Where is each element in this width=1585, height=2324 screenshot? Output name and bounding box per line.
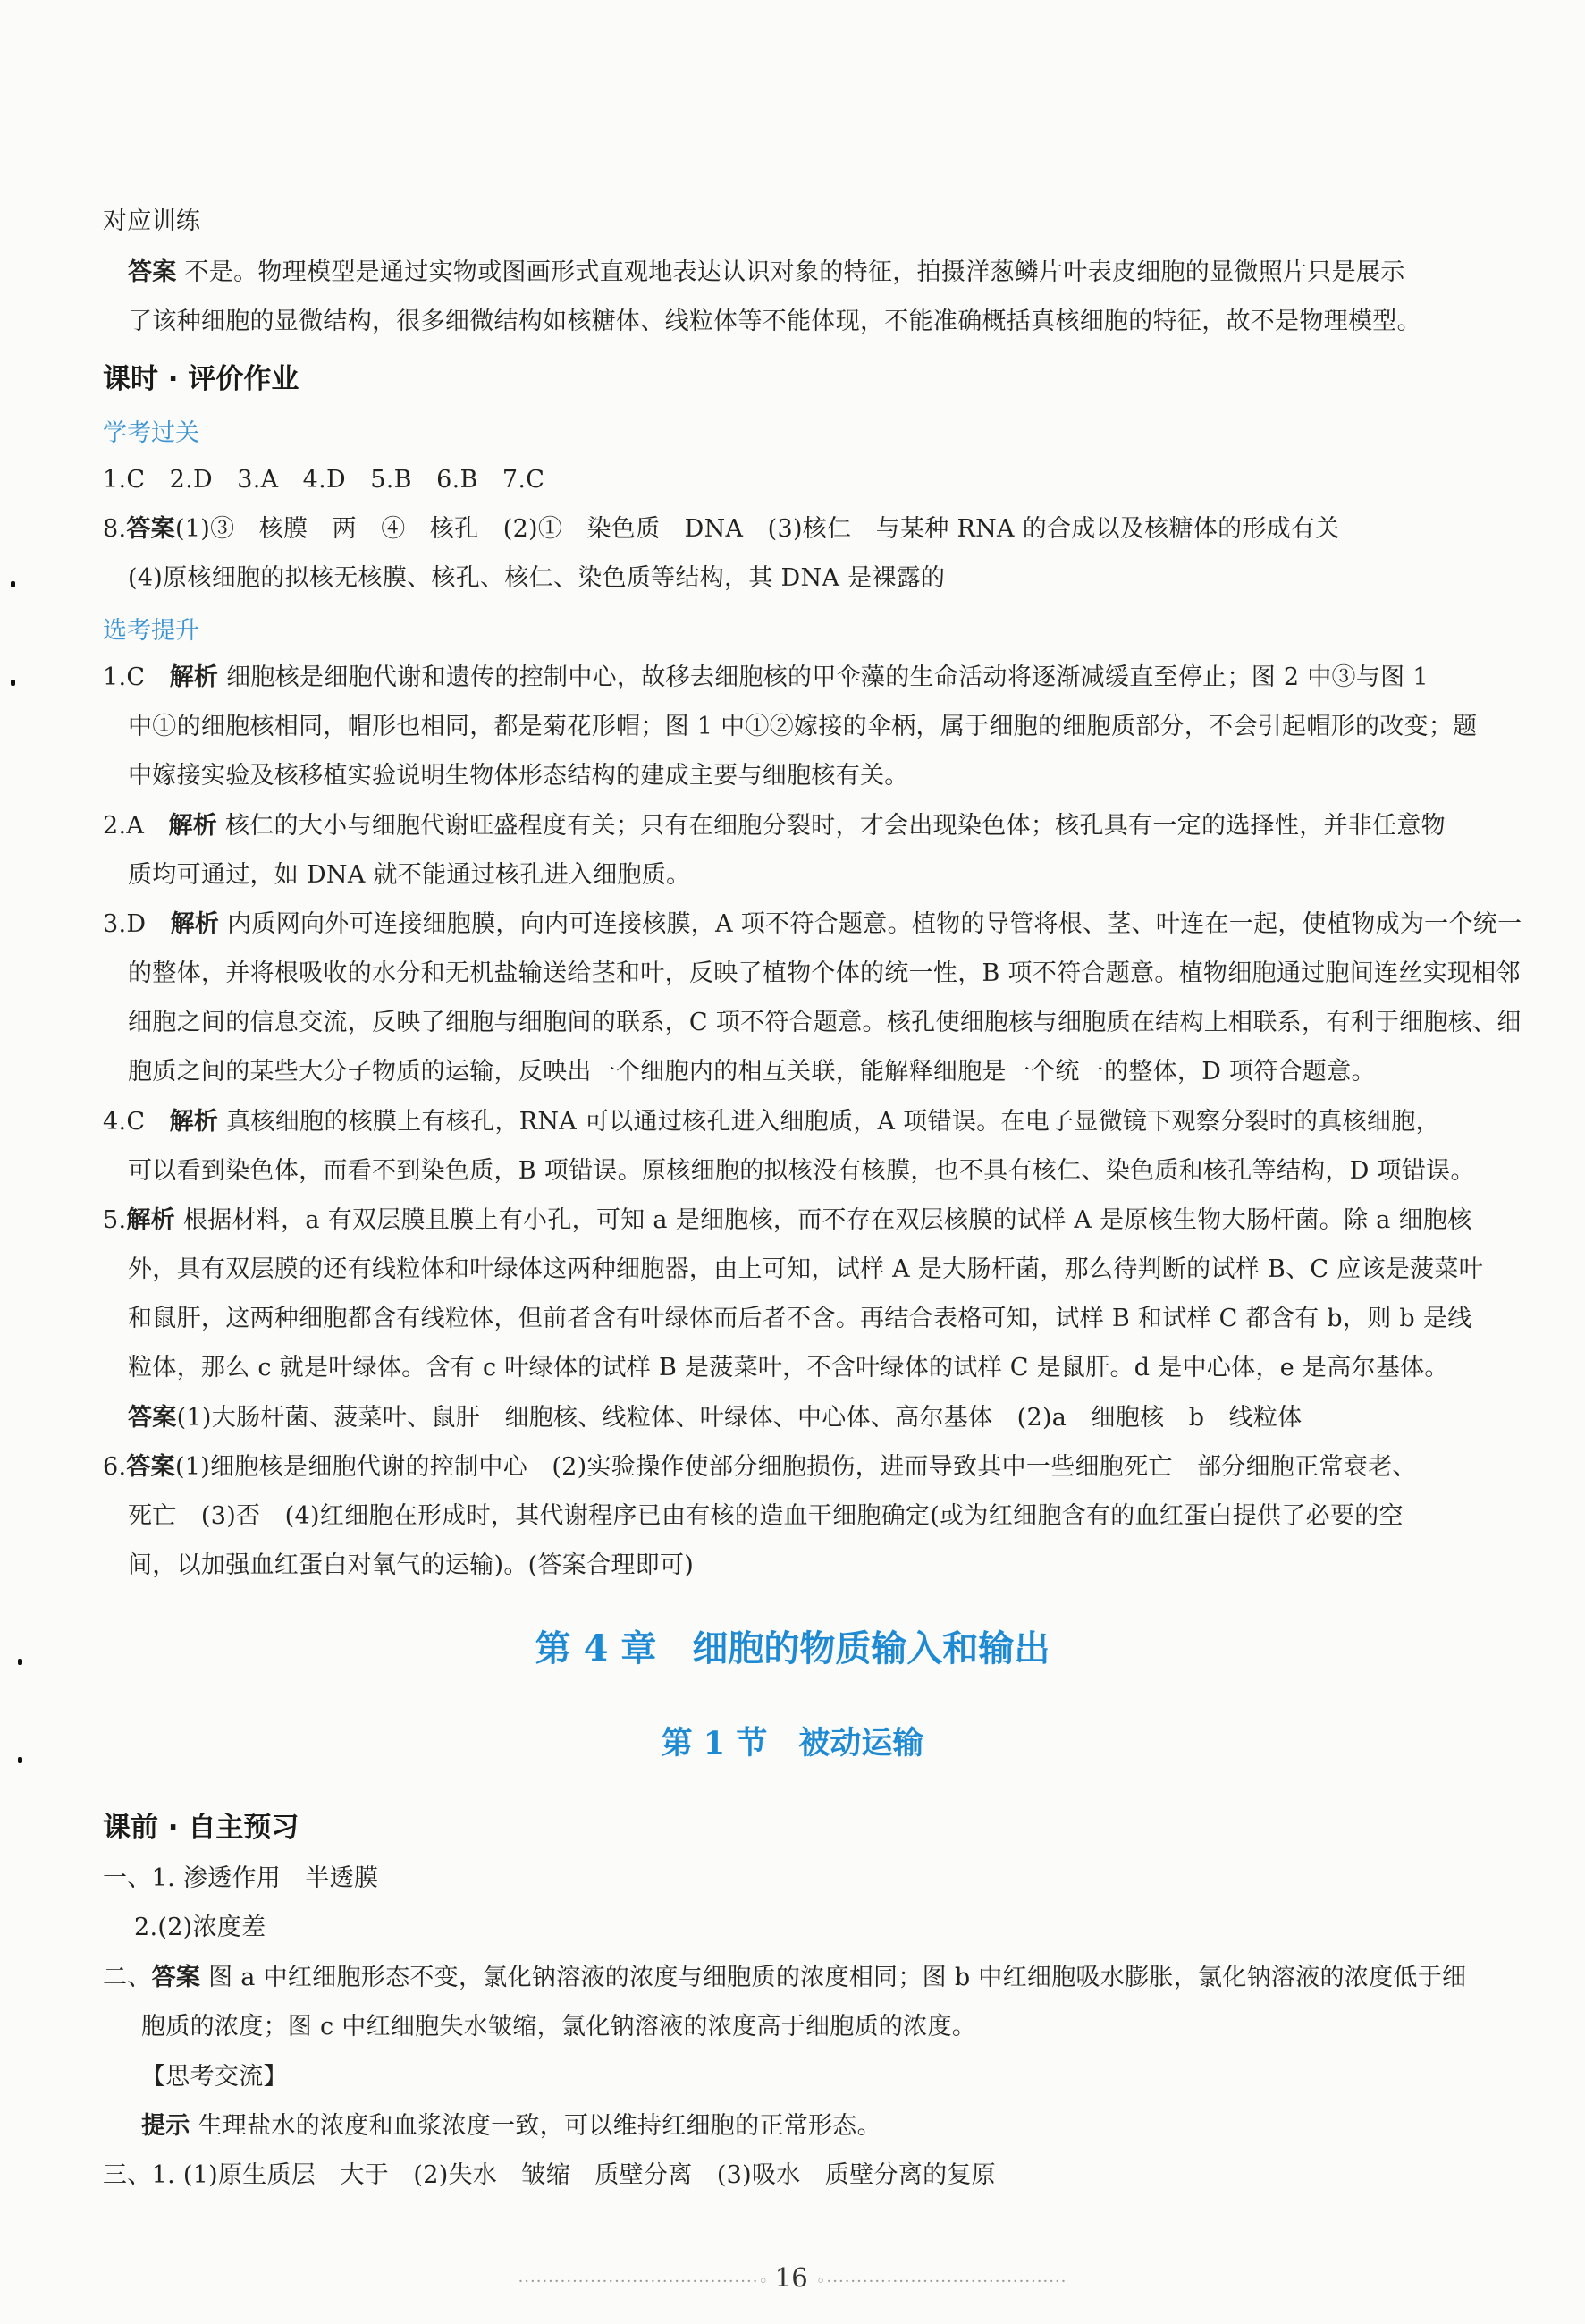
q6-number: 6.	[103, 1453, 127, 1481]
q2-text: 核仁的大小与细胞代谢旺盛程度有关；只有在细胞分裂时，才会出现染色体；核孔具有一定的选择性，并非任意物	[217, 812, 1446, 840]
q2-head: 2.A	[103, 812, 169, 840]
xuankao-q1-line-3: 中嫁接实验及核移植实验说明生物体形态结构的建成主要与细胞核有关。	[128, 762, 909, 790]
xuankao-q1-line-1	[103, 660, 1429, 696]
q5-answer-text: (1)大肠杆菌、菠菜叶、鼠肝 细胞核、线粒体、叶绿体、中心体、高尔基体 (2)a 细胞核 b 线粒体	[176, 1404, 1303, 1432]
duiying-answer-line-1	[128, 255, 1405, 291]
xuankao-q2-line-1	[103, 808, 1446, 844]
answer-label: 答案	[151, 1964, 201, 1991]
analysis-label: 解析	[168, 812, 218, 840]
xuankao-q1-line-2: 中①的细胞核相同，帽形也相同，都是菊花形帽；图 1 中①②嫁接的伞柄，属于细胞的细胞质部分，不会引起帽形的改变；题	[128, 713, 1478, 740]
keshi-heading: 课时 · 评价作业	[103, 363, 299, 395]
xuankao-heading: 选考提升	[103, 617, 199, 645]
analysis-label: 解析	[169, 1108, 219, 1136]
item-2-head: 二、	[103, 1964, 152, 1991]
xuankao-q5-answer	[128, 1400, 1302, 1436]
duiying-answer-line-2: 了该种细胞的显微结构，很多细微结构如核糖体、线粒体等不能体现，不能准确概括真核细胞的特征，故不是物理模型。	[128, 308, 1421, 335]
section-title: 第 1 节 被动运输	[661, 1725, 924, 1762]
xuekao-q8-line-1	[103, 511, 1340, 547]
kqian-heading: 课前 · 自主预习	[103, 1812, 299, 1844]
duiying-heading: 对应训练	[103, 207, 201, 235]
answer-text: 不是。物理模型是通过实物或图画形式直观地表达认识对象的特征，拍摄洋葱鳞片叶表皮细胞的显微照片只是展示	[176, 258, 1405, 286]
kqian-item-1-2: 2.(2)浓度差	[134, 1914, 266, 1941]
xuankao-q5-line-4: 粒体，那么 c 就是叶绿体。含有 c 叶绿体的试样 B 是菠菜叶，不含叶绿体的试样 C 是鼠肝。d 是中心体，e 是高尔基体。	[128, 1354, 1449, 1382]
footer-ornament-right: ◦········································	[815, 2272, 1067, 2291]
xuankao-q4-line-2: 可以看到染色体，而看不到染色质，B 项错误。原核细胞的拟核没有核膜，也不具有核仁、染色质和核孔等结构，D 项错误。	[128, 1157, 1475, 1185]
q6-text: (1)细胞核是细胞代谢的控制中心 (2)实验操作使部分细胞损伤，进而导致其中一些细胞死亡 部分细胞正常衰老、	[174, 1453, 1417, 1481]
q8-text: (1)③ 核膜 两 ④ 核孔 (2)① 染色质 DNA (3)核仁 与某种 RNA 的合成以及核糖体的形成有关	[174, 515, 1340, 543]
footer-ornament-left: ········································◦	[518, 2272, 775, 2291]
xuekao-heading: 学考过关	[103, 419, 199, 447]
xuankao-q3-line-1	[103, 907, 1522, 942]
margin-mark	[11, 680, 15, 686]
xuankao-q5-line-2: 外，具有双层膜的还有线粒体和叶绿体这两种细胞器，由上可知，试样 A 是大肠杆菌，那么待判断的试样 B、C 应该是菠菜叶	[128, 1255, 1484, 1283]
kqian-item-2-line-1	[103, 1960, 1466, 1996]
xuankao-q2-line-2: 质均可通过，如 DNA 就不能通过核孔进入细胞质。	[128, 861, 691, 889]
xuankao-q6-line-2: 死亡 (3)否 (4)红细胞在形成时，其代谢程序已由有核的造血干细胞确定(或为红细胞含有的血红蛋白提供了必要的空	[128, 1502, 1404, 1530]
q4-head: 4.C	[103, 1108, 170, 1136]
xuankao-q6-line-1	[103, 1449, 1417, 1485]
xuankao-q4-line-1	[103, 1104, 1440, 1140]
kqian-item-3: 三、1. (1)原生质层 大于 (2)失水 皱缩 质壁分离 (3)吸水 质壁分离的复原	[103, 2161, 996, 2189]
q3-head: 3.D	[103, 910, 171, 938]
q8-number: 8.	[103, 515, 127, 543]
xuekao-q8-line-2: (4)原核细胞的拟核无核膜、核孔、核仁、染色质等结构，其 DNA 是裸露的	[128, 564, 946, 592]
analysis-label: 解析	[170, 910, 220, 938]
q5-text: 根据材料，a 有双层膜且膜上有小孔，可知 a 是细胞核，而不存在双层核膜的试样 A 是原核生物大肠杆菌。除 a 细胞核	[174, 1206, 1472, 1234]
kqian-item-1: 一、1. 渗透作用 半透膜	[103, 1864, 379, 1892]
q1-head: 1.C	[103, 663, 170, 691]
q5-head: 5.	[103, 1206, 127, 1234]
item-2-text: 图 a 中红细胞形态不变，氯化钠溶液的浓度与细胞质的浓度相同；图 b 中红细胞吸水膨胀，氯化钠溶液的浓度低于细	[200, 1964, 1467, 1991]
think-exchange: 【思考交流】	[141, 2063, 288, 2091]
tip-line	[141, 2109, 881, 2144]
analysis-label: 解析	[126, 1206, 175, 1234]
xuankao-q3-line-2: 的整体，并将根吸收的水分和无机盐输送给茎和叶，反映了植物个体的统一性，B 项不符合题意。植物细胞通过胞间连丝实现相邻	[128, 959, 1521, 987]
tip-label: 提示	[141, 2112, 190, 2140]
q3-text: 内质网向外可连接细胞膜，向内可连接核膜，A 项不符合题意。植物的导管将根、茎、叶连在一起，使植物成为一个统一	[219, 910, 1522, 938]
q1-text: 细胞核是细胞代谢和遗传的控制中心，故移去细胞核的甲伞藻的生命活动将逐渐减缓直至停止；图 2 中③与图 1	[218, 663, 1429, 691]
page-number: 16	[774, 2262, 808, 2293]
answer-label: 答案	[126, 515, 175, 543]
xuankao-q5-line-1	[103, 1203, 1471, 1238]
tip-text: 生理盐水的浓度和血浆浓度一致，可以维持红细胞的正常形态。	[190, 2112, 881, 2140]
xuankao-q3-line-4: 胞质之间的某些大分子物质的运输，反映出一个细胞内的相互关联，能解释细胞是一个统一的整体，D 项符合题意。	[128, 1058, 1376, 1086]
xuankao-q5-line-3: 和鼠肝，这两种细胞都含有线粒体，但前者含有叶绿体而后者不含。再结合表格可知，试样 B 和试样 C 都含有 b，则 b 是线	[128, 1305, 1472, 1332]
xuekao-mc-answers: 1.C 2.D 3.A 4.D 5.B 6.B 7.C	[103, 466, 545, 494]
answer-label: 答案	[128, 258, 177, 286]
answer-label: 答案	[128, 1404, 177, 1432]
margin-mark	[11, 581, 15, 587]
xuankao-q6-line-3: 间，以加强血红蛋白对氧气的运输)。(答案合理即可)	[128, 1551, 695, 1579]
q4-text: 真核细胞的核膜上有核孔，RNA 可以通过核孔进入细胞质，A 项错误。在电子显微镜下观察分裂时的真核细胞，	[218, 1108, 1440, 1136]
xuankao-q3-line-3: 细胞之间的信息交流，反映了细胞与细胞间的联系，C 项不符合题意。核孔使细胞核与细胞质在结构上相联系，有利于细胞核、细	[128, 1009, 1522, 1036]
analysis-label: 解析	[169, 663, 219, 691]
answer-label: 答案	[126, 1453, 175, 1481]
kqian-item-2-line-2: 胞质的浓度；图 c 中红细胞失水皱缩，氯化钠溶液的浓度高于细胞质的浓度。	[141, 2013, 977, 2041]
chapter-title: 第 4 章 细胞的物质输入和输出	[535, 1627, 1050, 1669]
page-footer	[0, 2262, 1585, 2293]
